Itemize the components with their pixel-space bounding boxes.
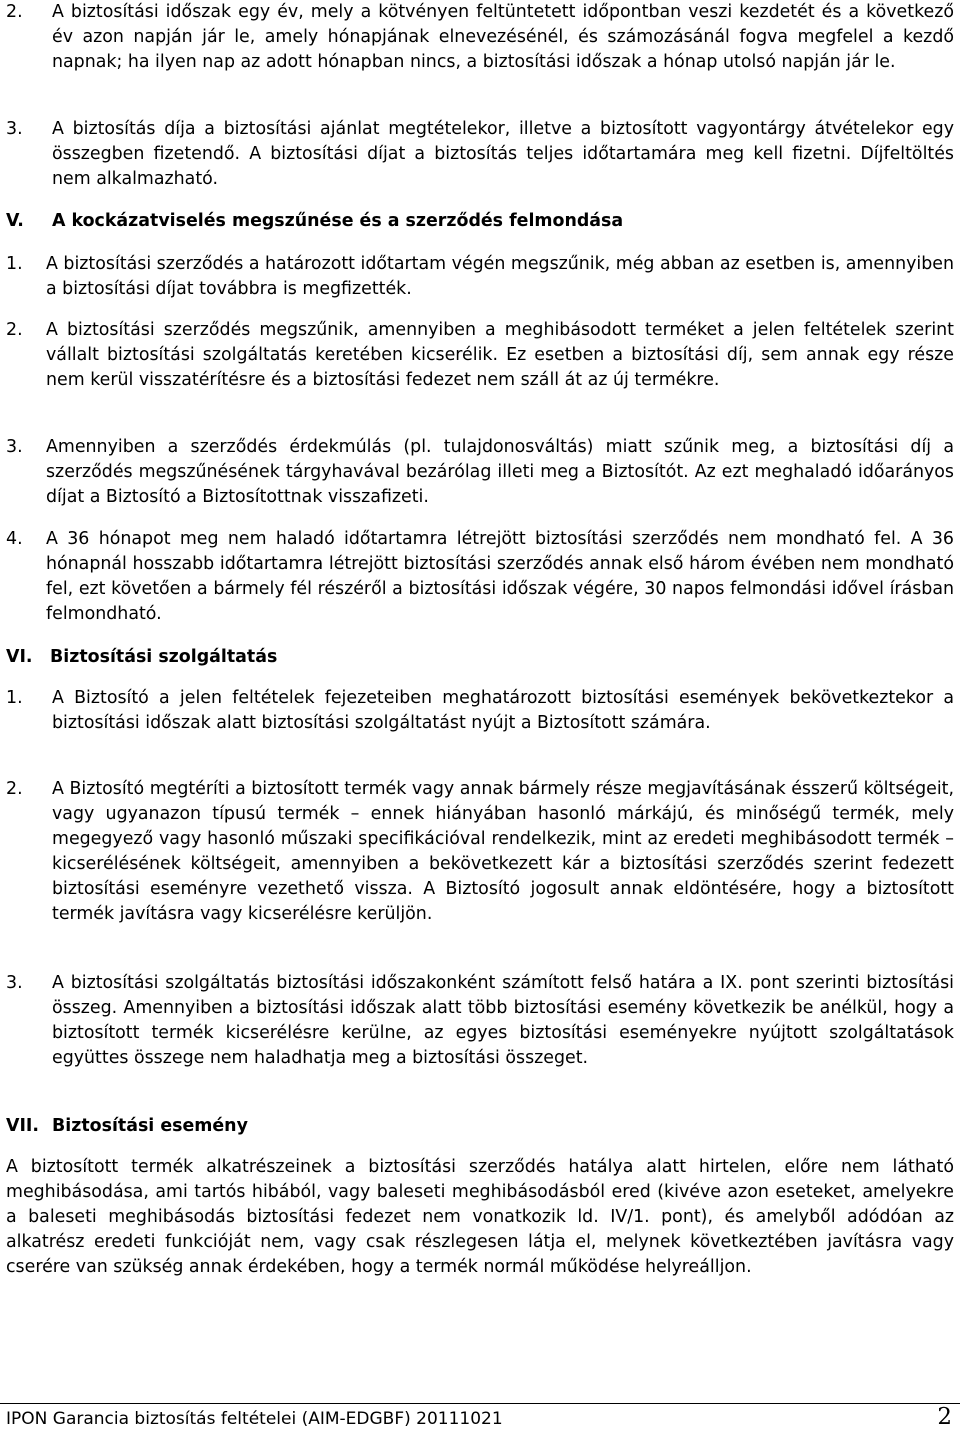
item-text: A Biztosító a jelen feltételek fejezeteiben meghatározott biztosítási események bekövetkeztekor a biztosítási időszak alatt biztosítási szolgáltatást nyújt a Biztosított számára. — [52, 688, 954, 733]
item-number: 4. — [6, 529, 23, 549]
item-text: A biztosítási szolgáltatás biztosítási időszakonként számított felső határa a IX. pont szerinti biztosítási összeg. Amennyiben a biztosítási időszak alatt több biztosítási esemény következik be anélkül, hogy a biztosított termék kicserélésre kerülne, az egyes biztosítási eseményekre nyújtott szolgáltatások együttes összege nem haladhatja meg a biztosítási összeget. — [52, 973, 954, 1068]
item-number: 1. — [6, 254, 23, 274]
list-item-vi-1 — [6, 686, 954, 736]
section-vii-paragraph: A biztosított termék alkatrészeinek a biztosítási szerződés hatálya alatt hirtelen, előre nem látható meghibásodása, ami tartós hibából, vagy baleseti meghibásodásból ered (kivéve azon eseteket, amelyekre a baleseti meghibásodás biztosítási fedezet nem vonatkozik ld. IV/1. pont), és amelyből adódóan az alkatrész eredeti funkcióját nem, vagy csak részlegesen látja el, melynek következtében javításra vagy cserére van szükség annak érdekében, hogy a termék normál működése helyreálljon. — [6, 1157, 954, 1277]
item-number: 3. — [6, 119, 23, 139]
section-title: Biztosítási szolgáltatás — [50, 647, 278, 667]
item-text: A biztosítási időszak egy év, mely a kötvényen feltüntetett időpontban veszi kezdetét és a következő év azon napján jár le, amely hónapjának elnevezésénél, és számozásánál fogva megfelel a kezdő napnak; ha ilyen nap az adott hónapban nincs, a biztosítási időszak a hónap utolsó napján jár le. — [52, 2, 954, 72]
footer-text: IPON Garancia biztosítás feltételei (AIM-EDGBF) 20111021 — [6, 1409, 503, 1429]
item-number: 2. — [6, 779, 23, 799]
list-item-v-3 — [6, 435, 954, 510]
item-number: 1. — [6, 688, 23, 708]
list-item-prev-3 — [6, 117, 954, 192]
section-number: VI. — [6, 647, 33, 667]
section-number: VII. — [6, 1116, 40, 1136]
list-item-v-4 — [6, 527, 954, 627]
item-text: A biztosítás díja a biztosítási ajánlat megtételekor, illetve a biztosított vagyontárgy átvételekor egy összegben fizetendő. A biztosítási díjat a biztosítás teljes időtartamára meg kell fizetni. Díjfeltöltés nem alkalmazható. — [52, 119, 954, 189]
page-number: 2 — [937, 1404, 952, 1430]
item-text: A Biztosító megtéríti a biztosított termék vagy annak bármely része megjavításának ésszerű költségeit, vagy ugyanazon típusú termék – ennek hiányában hasonló márkájú, és minőségű termék, mely megegyező vagy hasonló műszaki specifikációval rendelkezik, mint az eredeti meghibásodott termék – kicserélésének költségeit, amennyiben a bekövetkezett kár a biztosítási szerződés szerint fedezett biztosítási eseményre vezethető vissza. A Biztosító jogosult annak eldöntésére, hogy a biztosított termék javításra vagy kicserélésre kerüljön. — [52, 779, 954, 924]
item-number: 3. — [6, 973, 23, 993]
section-heading-vi — [6, 645, 277, 670]
list-item-v-1 — [6, 252, 954, 302]
section-heading-vii — [6, 1114, 248, 1139]
item-text: A biztosítási szerződés a határozott időtartam végén megszűnik, még abban az esetben is, amennyiben a biztosítási díjat továbbra is megfizették. — [46, 254, 954, 299]
section-number: V. — [6, 211, 24, 231]
section-title: A kockázatviselés megszűnése és a szerződés felmondása — [52, 211, 624, 231]
item-text: Amennyiben a szerződés érdekmúlás (pl. tulajdonosváltás) miatt szűnik meg, a biztosítási díj a szerződés megszűnésének tárgyhavával bezárólag illeti meg a Biztosítót. Az ezt meghaladó időarányos díjat a Biztosító a Biztosítottnak visszafizeti. — [46, 437, 954, 507]
list-item-vi-2 — [6, 777, 954, 927]
item-number: 3. — [6, 437, 23, 457]
section-title: Biztosítási esemény — [52, 1116, 248, 1136]
footer-divider — [0, 1403, 960, 1404]
list-item-vi-3 — [6, 971, 954, 1071]
item-number: 2. — [6, 320, 23, 340]
item-text: A 36 hónapot meg nem haladó időtartamra létrejött biztosítási szerződés nem mondható fel. A 36 hónapnál hosszabb időtartamra létrejött biztosítási szerződés annak első három évében nem mondható fel, ezt követően a bármely fél részéről a biztosítási időszak végére, 30 napos felmondási idővel írásban felmondható. — [46, 529, 954, 624]
item-number: 2. — [6, 2, 23, 22]
list-item-v-2 — [6, 318, 954, 393]
item-text: A biztosítási szerződés megszűnik, amennyiben a meghibásodott terméket a jelen feltételek szerint vállalt biztosítási szolgáltatás keretében kicserélik. Ez esetben a biztosítási díj, sem annak egy része nem kerül visszatérítésre és a biztosítási fedezet nem száll át az új termékre. — [46, 320, 954, 390]
section-heading-v — [6, 209, 623, 234]
list-item-prev-2 — [6, 0, 954, 75]
